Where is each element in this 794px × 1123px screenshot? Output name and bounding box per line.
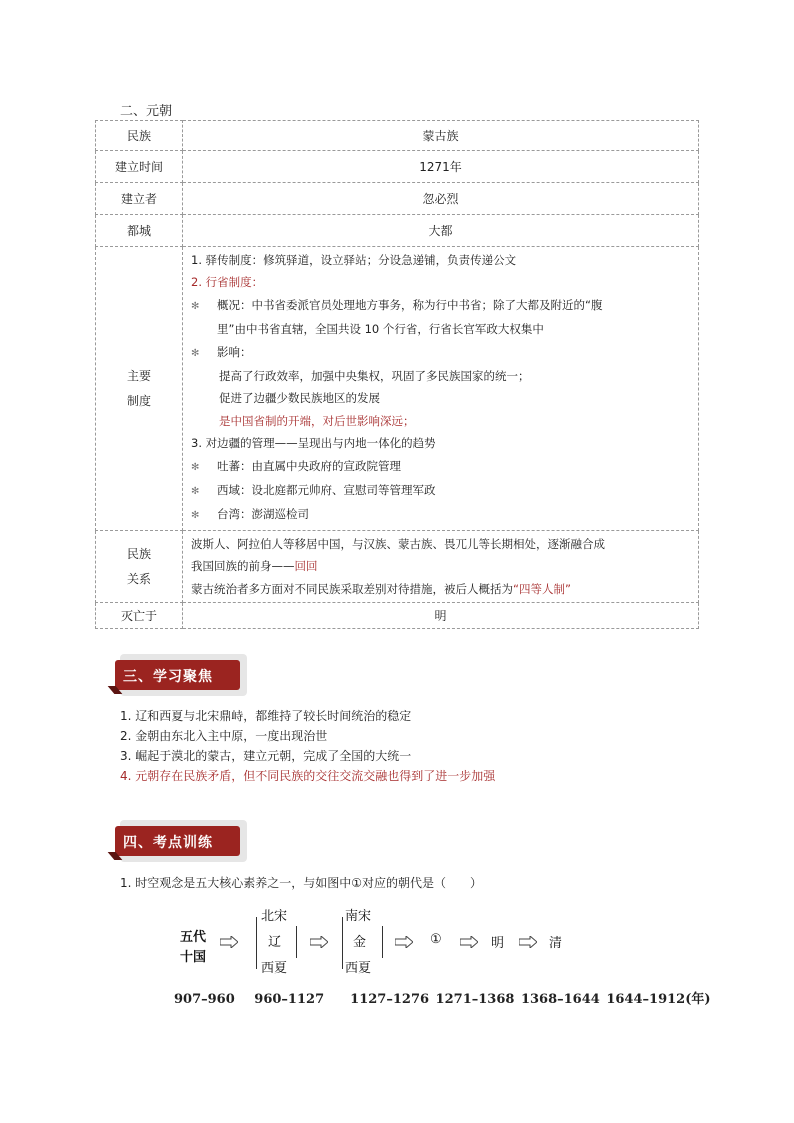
system-label-line-1: 主要 bbox=[126, 369, 151, 384]
asterisk-bullet-icon: ✻ bbox=[191, 300, 200, 312]
right-arrow-icon bbox=[220, 936, 238, 948]
question-text: 1. 时空观念是五大核心素养之一，与如图中①对应的朝代是（ ） bbox=[120, 876, 483, 890]
system-line-2: 2. 行省制度： bbox=[191, 275, 264, 290]
system-content bbox=[183, 247, 699, 531]
right-arrow-icon bbox=[519, 936, 537, 948]
xixia-label-1: 西夏 bbox=[261, 961, 288, 976]
system-label-line-2: 制度 bbox=[126, 394, 151, 409]
ming-label: 明 bbox=[491, 936, 505, 951]
right-arrow-icon bbox=[395, 936, 413, 948]
qing-label: 清 bbox=[549, 936, 563, 951]
relation-label-line-2: 关系 bbox=[126, 572, 151, 587]
exam-training-title: 四、考点训练 bbox=[123, 835, 213, 851]
exam-training-banner bbox=[113, 818, 247, 864]
asterisk-bullet-icon: ✻ bbox=[191, 510, 200, 522]
study-focus-title: 三、学习聚焦 bbox=[123, 669, 213, 685]
study-list bbox=[120, 706, 495, 786]
end-label: 灭亡于 bbox=[96, 603, 183, 629]
asterisk-bullet-icon: ✻ bbox=[191, 347, 200, 359]
system-line-1: 1. 驿传制度：修筑驿道，设立驿站；分设急递铺，负责传递公文 bbox=[191, 253, 517, 267]
section-title: 二、元朝 bbox=[120, 104, 173, 119]
capital-label: 都城 bbox=[96, 215, 183, 247]
relation-line-3b: “四等人制” bbox=[513, 581, 571, 596]
system-line-5 bbox=[191, 341, 698, 365]
system-line-10 bbox=[191, 455, 698, 479]
relation-line-3a: 蒙古统治者多方面对不同民族采取差别对待措施，被后人概括为 bbox=[191, 581, 513, 596]
list-item: 2. 金朝由东北入主中原，一度出现治世 bbox=[120, 729, 328, 743]
system-line-3 bbox=[191, 294, 698, 318]
system-line-3-text: 概况：中书省委派官员处理地方事务，称为行中书省；除了大都及附近的“腹 bbox=[217, 297, 603, 312]
end-value: 明 bbox=[183, 603, 699, 629]
shiguo-label: 十国 bbox=[180, 950, 207, 965]
jin-label: 金 bbox=[353, 935, 367, 950]
system-line-9: 3. 对边疆的管理——呈现出与内地一体化的趋势 bbox=[191, 436, 436, 451]
system-line-6: 提高了行政效率，加强中央集权，巩固了多民族国家的统一； bbox=[219, 369, 530, 384]
study-focus-banner bbox=[113, 652, 247, 698]
system-line-11-text: 西域：设北庭都元帅府、宣慰司等管理军政 bbox=[217, 483, 436, 498]
list-item: 3. 崛起于漠北的蒙古，建立元朝，完成了全国的大统一 bbox=[120, 749, 412, 763]
system-line-4: 里”由中书省直辖，全国共设 10 个行省，行省长官军政大权集中 bbox=[217, 322, 544, 337]
yuan-dynasty-table bbox=[95, 120, 699, 629]
system-line-7: 促进了边疆少数民族地区的发展 bbox=[219, 391, 380, 406]
system-line-12 bbox=[191, 503, 698, 527]
list-item: 4. 元朝存在民族矛盾，但不同民族的交往交流交融也得到了进一步加强 bbox=[120, 769, 496, 783]
asterisk-bullet-icon: ✻ bbox=[191, 486, 200, 498]
relation-line-2a: 我国回族的前身—— bbox=[191, 559, 295, 574]
time-value: 1271年 bbox=[183, 151, 699, 183]
relation-label-line-1: 民族 bbox=[126, 547, 151, 562]
system-line-12-text: 台湾：澎湖巡检司 bbox=[217, 507, 309, 522]
wudai-label: 五代 bbox=[180, 930, 207, 945]
minzu-value: 蒙古族 bbox=[183, 121, 699, 151]
system-line-8: 是中国省制的开端，对后世影响深远； bbox=[219, 413, 415, 428]
table-row bbox=[96, 603, 699, 629]
table-row bbox=[96, 215, 699, 247]
right-arrow-icon bbox=[460, 936, 478, 948]
relation-line-1: 波斯人、阿拉伯人等移居中国，与汉族、蒙古族、畏兀儿等长期相处，逐渐融合成 bbox=[191, 536, 605, 551]
table-row bbox=[96, 151, 699, 183]
list-item: 1. 辽和西夏与北宋鼎峙，都维持了较长时间统治的稳定 bbox=[120, 709, 412, 723]
blank-dynasty-label: ① bbox=[430, 932, 442, 947]
table-row bbox=[96, 121, 699, 151]
liao-label: 辽 bbox=[268, 935, 282, 950]
time-label: 建立时间 bbox=[96, 151, 183, 183]
beisong-label: 北宋 bbox=[261, 909, 288, 924]
relation-line-3 bbox=[191, 578, 698, 600]
system-line-5-text: 影响： bbox=[217, 344, 252, 359]
system-line-11 bbox=[191, 479, 698, 503]
founder-value: 忽必烈 bbox=[183, 183, 699, 215]
table-row bbox=[96, 530, 699, 602]
founder-label: 建立者 bbox=[96, 183, 183, 215]
table-row bbox=[96, 247, 699, 531]
right-arrow-icon bbox=[310, 936, 328, 948]
xixia-label-2: 西夏 bbox=[345, 961, 372, 976]
relation-content bbox=[183, 530, 699, 602]
relation-line-2 bbox=[191, 555, 698, 577]
years-row: 907–960 960–1127 1127–1276 1271–1368 1368–1644 1644–1912(年) bbox=[174, 992, 711, 1007]
capital-value: 大都 bbox=[183, 215, 699, 247]
table-row bbox=[96, 183, 699, 215]
relation-label bbox=[96, 530, 183, 602]
system-label bbox=[96, 247, 183, 531]
relation-line-2b: 回回 bbox=[294, 559, 318, 574]
asterisk-bullet-icon: ✻ bbox=[191, 461, 200, 473]
system-line-10-text: 吐蕃：由直属中央政府的宣政院管理 bbox=[217, 458, 401, 473]
nansong-label: 南宋 bbox=[345, 909, 372, 924]
minzu-label: 民族 bbox=[96, 121, 183, 151]
